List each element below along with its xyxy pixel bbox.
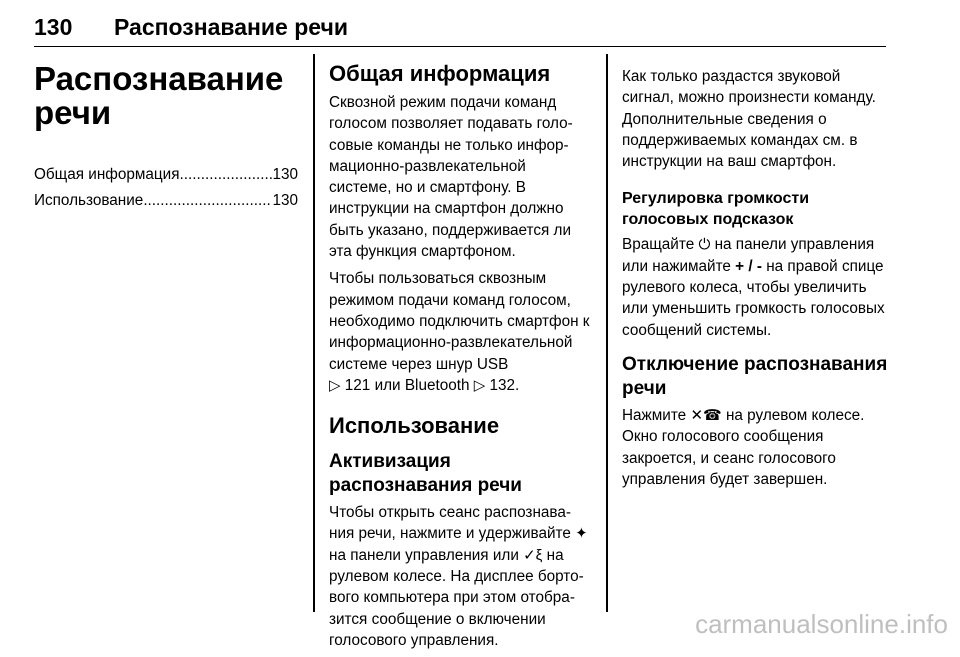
chapter-title: Распознавание речи	[34, 60, 284, 131]
voice-steering-icon: ✓ξ	[523, 546, 543, 564]
page-reference[interactable]: 132.	[489, 376, 520, 394]
section-heading: Общая информация	[329, 61, 551, 86]
page-header	[34, 8, 886, 47]
column-divider	[606, 54, 608, 612]
ref-arrow-icon: ▷	[473, 376, 486, 394]
subsection-heading: Активизация распознавания речи	[329, 451, 522, 497]
paragraph: Чтобы пользоваться сквозным режимом подачи команд голосом, необходимо подключить смартфон к информационно-развлекательной системе через шнур USB ▷ 121 или Bluetooth ▷ 132.	[329, 268, 591, 396]
voice-button-icon: ✦	[575, 525, 588, 543]
power-knob-icon: ⏻	[698, 236, 711, 254]
toc-entry[interactable]: Использование ..... 130	[34, 190, 298, 216]
paragraph: Нажмите ✕☎ на рулевом колесе. Окно голосового сообщения закроется, и сеанс голосового управления будет завершен.	[622, 406, 865, 488]
page-reference[interactable]: 121	[344, 376, 371, 394]
paragraph: Как только раздастся звуковой сигнал, можно произнести команду. Дополнительные сведения о поддерживаемых командах см. в инструкции на ваш смартфон.	[622, 68, 876, 171]
section-heading: Использование	[329, 413, 500, 439]
paragraph: Чтобы открыть сеанс распознавания речи, нажмите и удерживайте ✦ на панели управления или ✓ξ на рулевом колесе. На дисплее бортового компьютера при этом отобразится сообщение о включении голосового управления.	[329, 504, 588, 649]
paragraph: Сквозной режим подачи команд голосом позволяет подавать голосовые команды не только информационно-развлекательной системе, но и смартфону. В инструкции на смартфон должно быть указано, поддерживается ли эта функция смартфоном.	[329, 94, 573, 261]
paragraph: Вращайте ⏻ на панели управления или нажимайте + / - на правой спице рулевого колеса, чтобы увеличить или уменьшить громкость голосовых сообщений системы.	[622, 236, 885, 339]
header-title: Распознавание речи	[114, 14, 348, 40]
toc-column	[34, 58, 298, 216]
page-number: 130	[34, 14, 73, 40]
mute-end-call-icon: ✕☎	[690, 406, 722, 424]
toc-entry[interactable]: Общая информация ..... 130	[34, 164, 298, 190]
ref-arrow-icon: ▷	[329, 376, 341, 394]
content-column-middle	[329, 58, 591, 657]
content-column-right	[622, 58, 890, 496]
subsection-heading: Отключение распознавания речи	[622, 353, 888, 399]
watermark: carmanualsonline.info	[695, 609, 948, 639]
column-divider	[313, 54, 315, 612]
subsection-heading: Регулировка громкости голосовых подсказок	[622, 190, 810, 229]
